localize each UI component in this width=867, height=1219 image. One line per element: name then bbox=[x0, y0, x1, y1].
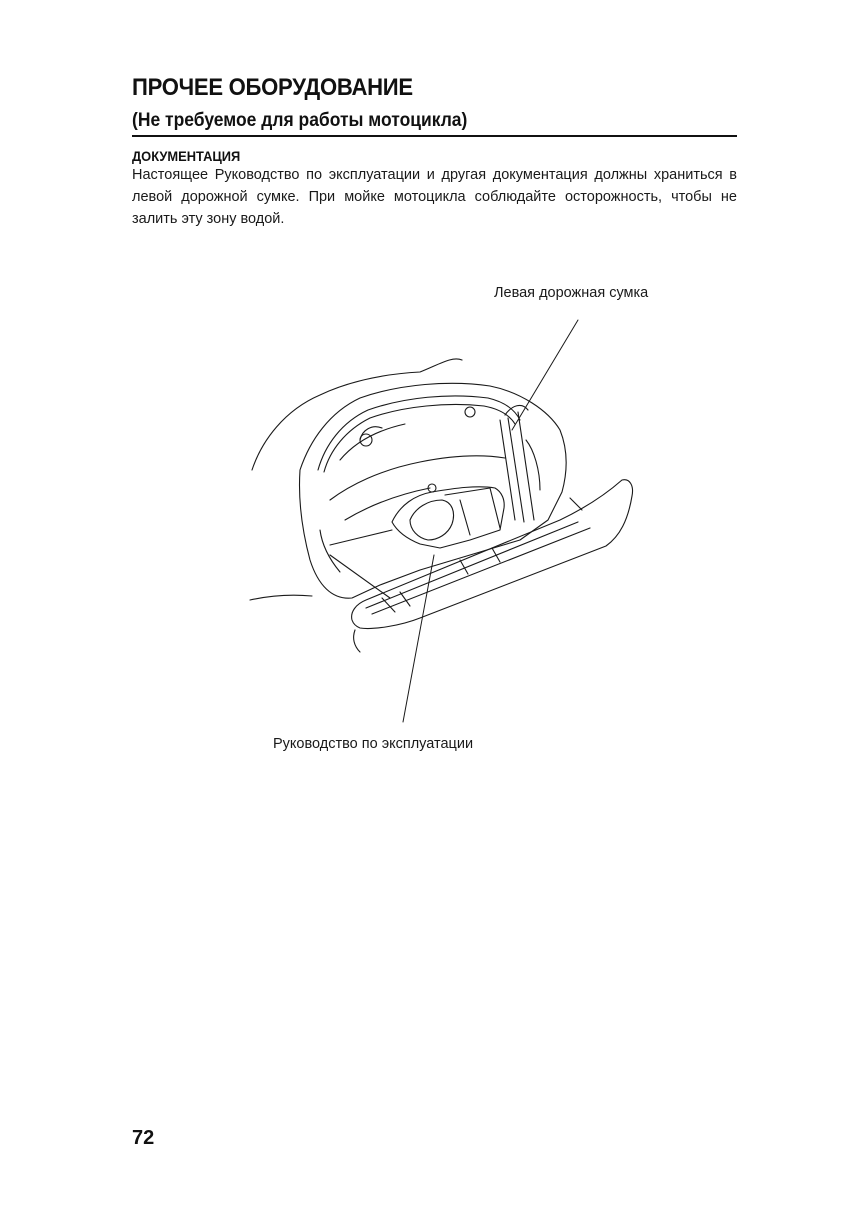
title-divider bbox=[132, 135, 737, 137]
page-subtitle: (Не требуемое для работы мотоцикла) bbox=[132, 110, 468, 131]
saddlebag-lid bbox=[352, 480, 633, 629]
page-number: 72 bbox=[132, 1127, 155, 1149]
leader-line-saddlebag bbox=[512, 320, 578, 430]
manual-pouch bbox=[392, 487, 504, 548]
section-heading: ДОКУМЕНТАЦИЯ bbox=[132, 148, 241, 164]
callout-label-saddlebag: Левая дорожная сумка bbox=[494, 285, 649, 301]
saddlebag-illustration bbox=[240, 260, 700, 780]
callout-label-manual: Руководство по эксплуатации bbox=[273, 736, 474, 752]
motorcycle-body-outline bbox=[252, 359, 462, 470]
leader-line-manual bbox=[403, 555, 434, 722]
page-title: ПРОЧЕЕ ОБОРУДОВАНИЕ bbox=[132, 74, 413, 101]
saddlebag-shell bbox=[299, 383, 566, 598]
section-body-text: Настоящее Руководство по эксплуатации и другая документация должны храниться в левой дорожной сумке. При мойке мотоцикла соблюдайте осторожность, чтобы не залить эту зону водой. bbox=[132, 167, 737, 227]
